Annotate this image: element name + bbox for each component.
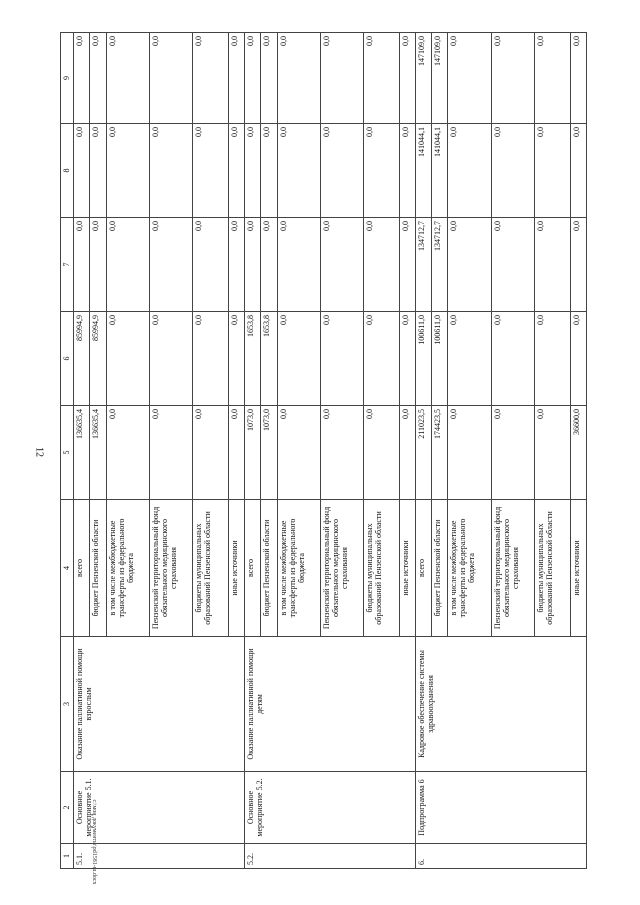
amount-cell: 0,0 xyxy=(399,218,415,312)
amount-cell: 1073,0 xyxy=(261,406,277,500)
amount-cell: 0,0 xyxy=(74,218,90,312)
amount-cell: 0,0 xyxy=(320,218,363,312)
row-number: 5.2. xyxy=(244,844,415,869)
amount-cell: 0,0 xyxy=(399,33,415,124)
funding-source: бюджеты муниципальных образований Пензенской области xyxy=(534,500,570,637)
amount-cell: 0,0 xyxy=(570,218,586,312)
amount-cell: 0,0 xyxy=(228,218,244,312)
amount-cell: 0,0 xyxy=(363,312,399,406)
amount-cell: 0,0 xyxy=(320,312,363,406)
amount-cell: 0,0 xyxy=(363,406,399,500)
amount-cell: 134712,7 xyxy=(415,218,431,312)
amount-cell: 0,0 xyxy=(534,33,570,124)
funding-source: в том числе межбюджетные трансферты из федерального бюджета xyxy=(448,500,491,637)
funding-source: в том числе межбюджетные трансферты из федерального бюджета xyxy=(277,500,320,637)
amount-cell: 0,0 xyxy=(149,218,192,312)
col-header-3: 3 xyxy=(61,637,74,772)
amount-cell: 0,0 xyxy=(448,312,491,406)
rotated-table-wrapper xyxy=(60,33,587,869)
amount-cell: 0,0 xyxy=(149,406,192,500)
page-number: 12 xyxy=(33,447,45,457)
amount-cell: 0,0 xyxy=(399,312,415,406)
amount-cell: 85994,9 xyxy=(74,312,90,406)
funding-source: всего xyxy=(415,500,431,637)
funding-source: иные источники xyxy=(228,500,244,637)
amount-cell: 0,0 xyxy=(106,33,149,124)
amount-cell: 0,0 xyxy=(491,218,534,312)
col-header-1: 1 xyxy=(61,844,74,869)
amount-cell: 100611,0 xyxy=(415,312,431,406)
funding-source: бюджеты муниципальных образований Пензенской области xyxy=(363,500,399,637)
amount-cell: 0,0 xyxy=(363,124,399,218)
amount-cell: 0,0 xyxy=(399,406,415,500)
amount-cell: 0,0 xyxy=(106,312,149,406)
amount-cell: 0,0 xyxy=(277,218,320,312)
amount-cell: 0,0 xyxy=(534,406,570,500)
funding-source: иные источники xyxy=(570,500,586,637)
funding-source: бюджет Пензенской области xyxy=(90,500,106,637)
amount-cell: 0,0 xyxy=(399,124,415,218)
amount-cell: 0,0 xyxy=(106,124,149,218)
row-number: 5.1. xyxy=(74,844,245,869)
amount-cell: 0,0 xyxy=(448,33,491,124)
amount-cell: 0,0 xyxy=(570,33,586,124)
table-row xyxy=(74,33,90,869)
col-header-2: 2 xyxy=(61,772,74,844)
amount-cell: 0,0 xyxy=(277,124,320,218)
amount-cell: 0,0 xyxy=(192,406,228,500)
amount-cell: 0,0 xyxy=(149,124,192,218)
amount-cell: 0,0 xyxy=(570,124,586,218)
amount-cell: 0,0 xyxy=(149,33,192,124)
amount-cell: 0,0 xyxy=(106,218,149,312)
funding-source: бюджет Пензенской области xyxy=(261,500,277,637)
amount-cell: 0,0 xyxy=(228,124,244,218)
col-header-6: 6 xyxy=(61,312,74,406)
amount-cell: 0,0 xyxy=(534,124,570,218)
program-code: Подпрограмма 6 xyxy=(415,772,586,844)
amount-cell: 0,0 xyxy=(534,312,570,406)
amount-cell: 136635,4 xyxy=(90,406,106,500)
amount-cell: 141044,1 xyxy=(432,124,448,218)
col-header-8: 8 xyxy=(61,124,74,218)
amount-cell: 0,0 xyxy=(320,406,363,500)
amount-cell: 0,0 xyxy=(228,33,244,124)
program-code: Основное мероприятие 5.2. xyxy=(244,772,415,844)
amount-cell: 0,0 xyxy=(491,312,534,406)
col-header-9: 9 xyxy=(61,33,74,124)
amount-cell: 0,0 xyxy=(228,406,244,500)
amount-cell: 0,0 xyxy=(192,218,228,312)
amount-cell: 0,0 xyxy=(491,406,534,500)
amount-cell: 0,0 xyxy=(491,33,534,124)
amount-cell: 147109,0 xyxy=(432,33,448,124)
funding-source: в том числе межбюджетные трансферты из федерального бюджета xyxy=(106,500,149,637)
amount-cell: 0,0 xyxy=(277,406,320,500)
funding-source: всего xyxy=(244,500,260,637)
budget-table xyxy=(60,32,587,869)
amount-cell: 174423,5 xyxy=(432,406,448,500)
amount-cell: 0,0 xyxy=(277,312,320,406)
amount-cell: 211023,5 xyxy=(415,406,431,500)
amount-cell: 0,0 xyxy=(261,218,277,312)
funding-source: Пензенский территориальный фонд обязательного медицинского страхования xyxy=(149,500,192,637)
col-header-7: 7 xyxy=(61,218,74,312)
amount-cell: 0,0 xyxy=(149,312,192,406)
amount-cell: 0,0 xyxy=(192,33,228,124)
amount-cell: 0,0 xyxy=(192,124,228,218)
amount-cell: 0,0 xyxy=(448,406,491,500)
amount-cell: 0,0 xyxy=(534,218,570,312)
program-code: Основное мероприятие 5.1. xyxy=(74,772,245,844)
program-name: Оказание паллиативной помощи детям xyxy=(244,637,415,772)
amount-cell: 0,0 xyxy=(90,218,106,312)
program-name: Кадровое обеспечение системы здравоохранения xyxy=(415,637,586,772)
amount-cell: 85994,9 xyxy=(90,312,106,406)
amount-cell: 100611,0 xyxy=(432,312,448,406)
header-row xyxy=(61,33,74,869)
amount-cell: 134712,7 xyxy=(432,218,448,312)
funding-source: бюджет Пензенской области xyxy=(432,500,448,637)
amount-cell: 0,0 xyxy=(261,33,277,124)
amount-cell: 0,0 xyxy=(244,218,260,312)
amount-cell: 0,0 xyxy=(448,218,491,312)
amount-cell: 0,0 xyxy=(570,312,586,406)
table-row xyxy=(415,33,431,869)
amount-cell: 0,0 xyxy=(320,33,363,124)
amount-cell: 0,0 xyxy=(74,33,90,124)
amount-cell: 141044,1 xyxy=(415,124,431,218)
amount-cell: 0,0 xyxy=(192,312,228,406)
amount-cell: 1073,0 xyxy=(244,406,260,500)
amount-cell: 0,0 xyxy=(74,124,90,218)
amount-cell: 0,0 xyxy=(90,124,106,218)
amount-cell: 0,0 xyxy=(90,33,106,124)
table-row xyxy=(244,33,260,869)
funding-source: Пензенский территориальный фонд обязательного медицинского страхования xyxy=(320,500,363,637)
amount-cell: 0,0 xyxy=(277,33,320,124)
amount-cell: 0,0 xyxy=(320,124,363,218)
funding-source: Пензенский территориальный фонд обязательного медицинского страхования xyxy=(491,500,534,637)
amount-cell: 1653,8 xyxy=(261,312,277,406)
amount-cell: 0,0 xyxy=(244,124,260,218)
amount-cell: 136635,4 xyxy=(74,406,90,500)
amount-cell: 0,0 xyxy=(244,33,260,124)
program-name: Оказание паллиативной помощи взрослым xyxy=(74,637,245,772)
amount-cell: 0,0 xyxy=(363,33,399,124)
amount-cell: 0,0 xyxy=(363,218,399,312)
col-header-4: 4 xyxy=(61,500,74,637)
amount-cell: 0,0 xyxy=(448,124,491,218)
amount-cell: 0,0 xyxy=(106,406,149,500)
funding-source: бюджеты муниципальных образований Пензенской области xyxy=(192,500,228,637)
footer-file-path: c:\мои документы\pd1581-ш.docx xyxy=(91,799,97,885)
amount-cell: 0,0 xyxy=(491,124,534,218)
amount-cell: 1653,8 xyxy=(244,312,260,406)
row-number: 6. xyxy=(415,844,586,869)
funding-source: всего xyxy=(74,500,90,637)
amount-cell: 147109,0 xyxy=(415,33,431,124)
amount-cell: 36600,0 xyxy=(570,406,586,500)
funding-source: иные источники xyxy=(399,500,415,637)
amount-cell: 0,0 xyxy=(261,124,277,218)
col-header-5: 5 xyxy=(61,406,74,500)
amount-cell: 0,0 xyxy=(228,312,244,406)
